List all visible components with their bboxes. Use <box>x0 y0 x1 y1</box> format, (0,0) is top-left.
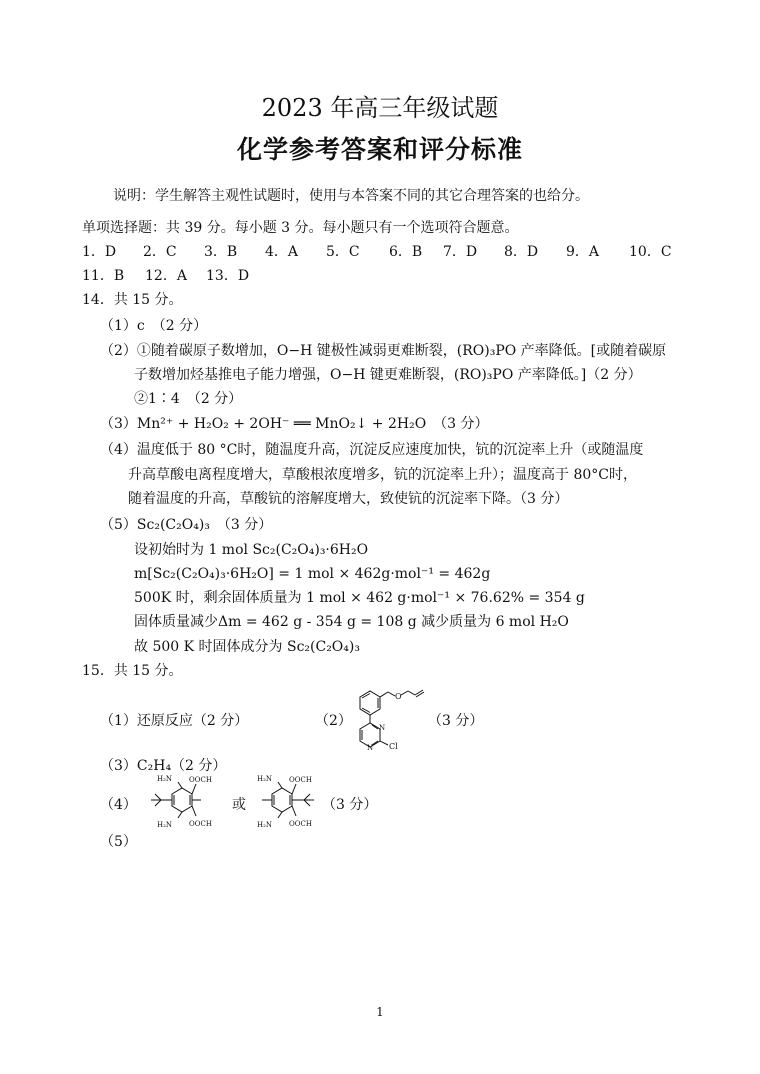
mc-answers-row-2 <box>82 266 249 286</box>
answer-item: 3．B <box>204 244 238 260</box>
q15-part2-structure <box>343 683 433 753</box>
formate-label-bottom: OOCH <box>289 820 312 828</box>
mc-answers-row-1 <box>82 242 672 262</box>
formate-label-top: OOCH <box>189 776 212 784</box>
chlorine-label: Cl <box>389 742 398 751</box>
q15-part4-structure-a <box>143 770 228 830</box>
page-number: 1 <box>376 1005 384 1019</box>
q14-header: 14．共 15 分。 <box>82 292 183 308</box>
structure-drawing <box>343 683 433 753</box>
q14-calc-line1: 设初始时为 1 mol Sc₂(C₂O₄)₃·6H₂O <box>134 542 369 558</box>
answer-item: 13．D <box>206 268 250 284</box>
q15-part2-score: （3 分） <box>428 713 484 729</box>
q14-part2-line3: ②1∶4 （2 分） <box>134 391 243 407</box>
structure-drawing <box>143 770 228 830</box>
answer-item: 9．A <box>566 244 600 260</box>
q15-part5: （5） <box>100 834 137 850</box>
q15-part1: （1）还原反应（2 分） <box>100 713 249 729</box>
page-title: 2023 年高三年级试题 <box>261 94 499 122</box>
mc-intro: 单项选择题：共 39 分。每小题 3 分。每小题只有一个选项符合题意。 <box>82 220 519 236</box>
answer-item: 7．D <box>443 244 478 260</box>
amine-label-bottom: H₂N <box>257 821 273 829</box>
q15-header: 15．共 15 分。 <box>82 663 183 679</box>
formate-label-top: OOCH <box>289 776 312 784</box>
q14-part2-line1: （2）①随着碳原子数增加，O−H 键极性减弱更难断裂，(RO)₃PO 产率降低。[或随着碳原 <box>100 343 667 359</box>
q14-part4-line3: 随着温度的升高，草酸钪的溶解度增大，致使钪的沉淀率下降。（3 分） <box>128 491 569 507</box>
q14-calc-line5: 故 500 K 时固体成分为 Sc₂(C₂O₄)₃ <box>134 639 360 655</box>
q15-part3: （3）C₂H₄（2 分） <box>100 758 227 774</box>
answer-item: 6．B <box>389 244 423 260</box>
amine-label-bottom: H₂N <box>157 821 173 829</box>
q15-part4-score: （3 分） <box>322 797 378 813</box>
q14-part4-line1: （4）温度低于 80 °C时，随温度升高，沉淀反应速度加快，钪的沉淀率上升（或随温度 <box>100 442 644 458</box>
q14-part1: （1）c （2 分） <box>100 318 208 334</box>
answer-item: 11．B <box>82 268 125 284</box>
amine-label-top: H₂N <box>157 775 173 783</box>
answer-item: 1．D <box>82 244 117 260</box>
q14-calc-line3: 500K 时，剩余固体质量为 1 mol × 462 g·mol⁻¹ × 76.62% = 354 g <box>134 590 585 606</box>
amine-label-top: H₂N <box>257 775 273 783</box>
answer-item: 8．D <box>504 244 539 260</box>
q15-part4-or: 或 <box>232 797 246 813</box>
q14-part2-line2: 子数增加烃基推电子能力增强，O−H 键更难断裂，(RO)₃PO 产率降低。]（2 分） <box>134 367 642 383</box>
q14-part4-line2: 升高草酸电离程度增大，草酸根浓度增多，钪的沉淀率上升）；温度高于 80°C时， <box>128 467 637 483</box>
q14-calc-line4: 固体质量减少Δm = 462 g - 354 g = 108 g 减少质量为 6 mol H₂O <box>134 614 569 630</box>
q14-part3-equation: （3）Mn²⁺ + H₂O₂ + 2OH⁻ ══ MnO₂↓ + 2H₂O （3 分） <box>100 416 489 432</box>
q14-calc-line2: m[Sc₂(C₂O₄)₃·6H₂O] = 1 mol × 462g·mol⁻¹ = 462g <box>134 566 491 582</box>
oxygen-label: O <box>395 692 402 701</box>
answer-item: 4．A <box>265 244 299 260</box>
formate-label-bottom: OOCH <box>189 820 212 828</box>
nitrogen-label-1: N <box>379 724 386 732</box>
q15-part4-label: （4） <box>100 797 137 813</box>
nitrogen-label-2: N <box>367 744 374 752</box>
answer-item: 10．C <box>629 244 672 260</box>
answer-item: 5．C <box>326 244 360 260</box>
instructions-note: 说明：学生解答主观性试题时，使用与本答案不同的其它合理答案的也给分。 <box>113 188 589 204</box>
answer-item: 12．A <box>145 268 187 284</box>
q14-part5: （5）Sc₂(C₂O₄)₃ （3 分） <box>100 517 273 533</box>
answer-item: 2．C <box>143 244 177 260</box>
q15-part2-label: （2） <box>315 713 352 729</box>
page-subtitle: 化学参考答案和评分标准 <box>236 135 523 164</box>
